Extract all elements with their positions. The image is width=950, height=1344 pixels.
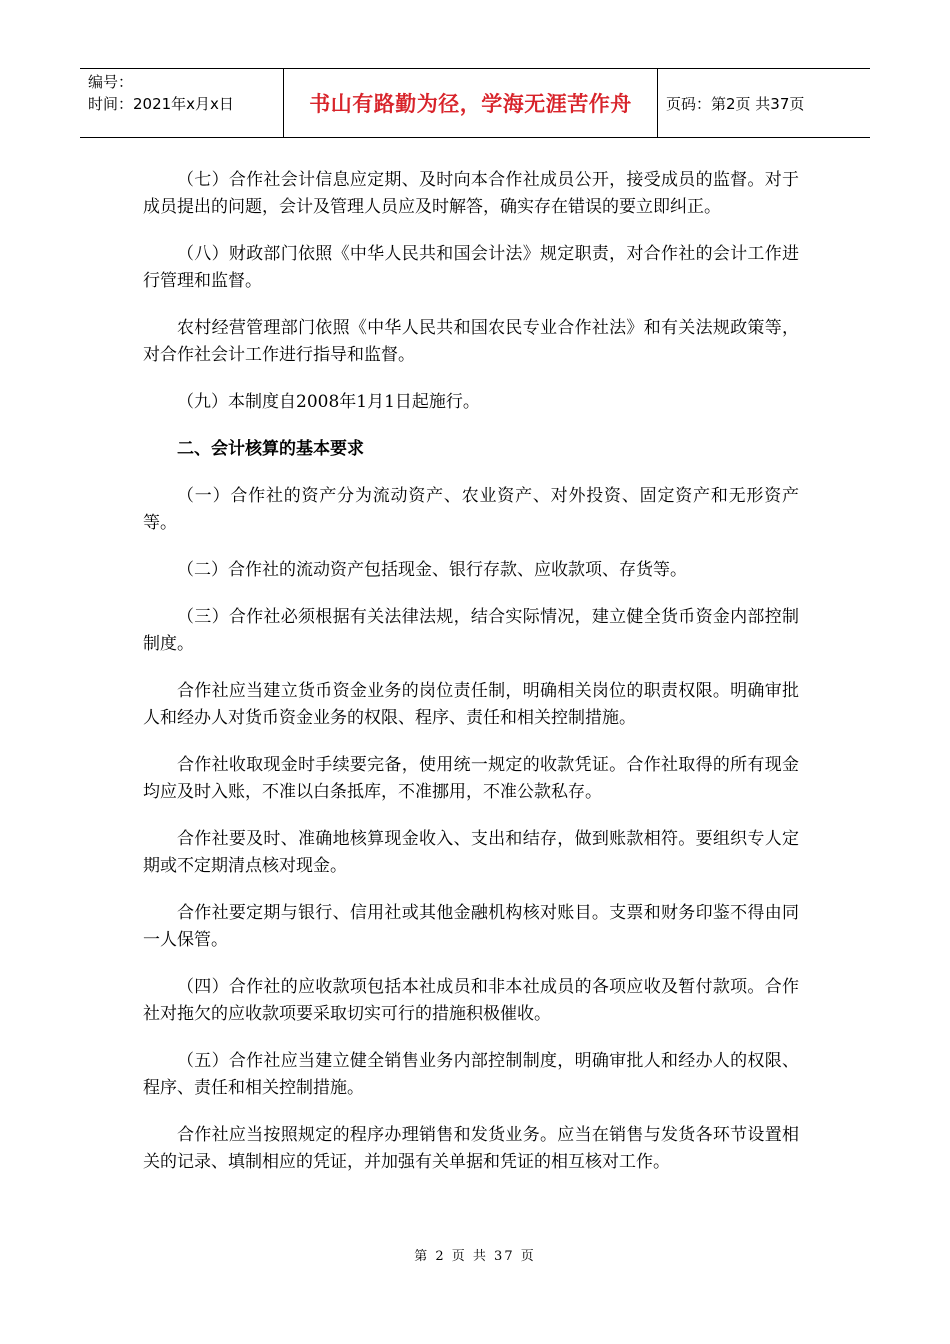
paragraph-7: （七）合作社会计信息应定期、及时向本合作社成员公开，接受成员的监督。对于成员提出的问题，会计及管理人员应及时解答，确实存在错误的要立即纠正。 xyxy=(143,170,799,217)
header-meta xyxy=(80,69,283,137)
paragraph-5-a: 合作社应当按照规定的程序办理销售和发货业务。应当在销售与发货各环节设置相关的记录、填制相应的凭证，并加强有关单据和凭证的相互核对工作。 xyxy=(143,1125,799,1172)
paragraph-3-d: 合作社要定期与银行、信用社或其他金融机构核对账目。支票和财务印鉴不得由同一人保管。 xyxy=(143,903,799,950)
paragraph-2: （二）合作社的流动资产包括现金、银行存款、应收款项、存货等。 xyxy=(177,560,687,580)
document-number-label: 编号： xyxy=(88,73,134,91)
document-date-label: 时间：2021年x月x日 xyxy=(88,95,234,113)
paragraph-9: （九）本制度自2008年1月1日起施行。 xyxy=(177,392,480,412)
document-header xyxy=(80,68,870,138)
paragraph-5: （五）合作社应当建立健全销售业务内部控制制度，明确审批人和经办人的权限、程序、责任和相关控制措施。 xyxy=(143,1051,799,1098)
header-motto: 书山有路勤为径，学海无涯苦作舟 xyxy=(309,92,632,116)
header-page-info: 页码：第2页 共37页 xyxy=(666,94,805,113)
paragraph-1: （一）合作社的资产分为流动资产、农业资产、对外投资、固定资产和无形资产等。 xyxy=(143,486,799,533)
paragraph-8: （八）财政部门依照《中华人民共和国会计法》规定职责，对合作社的会计工作进行管理和监督。 xyxy=(143,244,799,291)
paragraph-3-a: 合作社应当建立货币资金业务的岗位责任制，明确相关岗位的职责权限。明确审批人和经办人对货币资金业务的权限、程序、责任和相关控制措施。 xyxy=(143,681,799,728)
paragraph-8-continued: 农村经营管理部门依照《中华人民共和国农民专业合作社法》和有关法规政策等，对合作社会计工作进行指导和监督。 xyxy=(143,318,799,365)
paragraph-3-c: 合作社要及时、准确地核算现金收入、支出和结存，做到账款相符。要组织专人定期或不定期清点核对现金。 xyxy=(143,829,799,876)
section-heading: 二、会计核算的基本要求 xyxy=(177,439,364,459)
paragraph-3-b: 合作社收取现金时手续要完备，使用统一规定的收款凭证。合作社取得的所有现金均应及时入账，不准以白条抵库，不准挪用，不准公款私存。 xyxy=(143,755,799,802)
paragraph-4: （四）合作社的应收款项包括本社成员和非本社成员的各项应收及暂付款项。合作社对拖欠的应收款项要采取切实可行的措施积极催收。 xyxy=(143,977,799,1024)
document-body xyxy=(143,167,799,1196)
paragraph-3: （三）合作社必须根据有关法律法规，结合实际情况，建立健全货币资金内部控制制度。 xyxy=(143,607,799,654)
header-motto-cell xyxy=(283,69,658,137)
page-footer: 第 2 页 共 37 页 xyxy=(414,1249,536,1264)
